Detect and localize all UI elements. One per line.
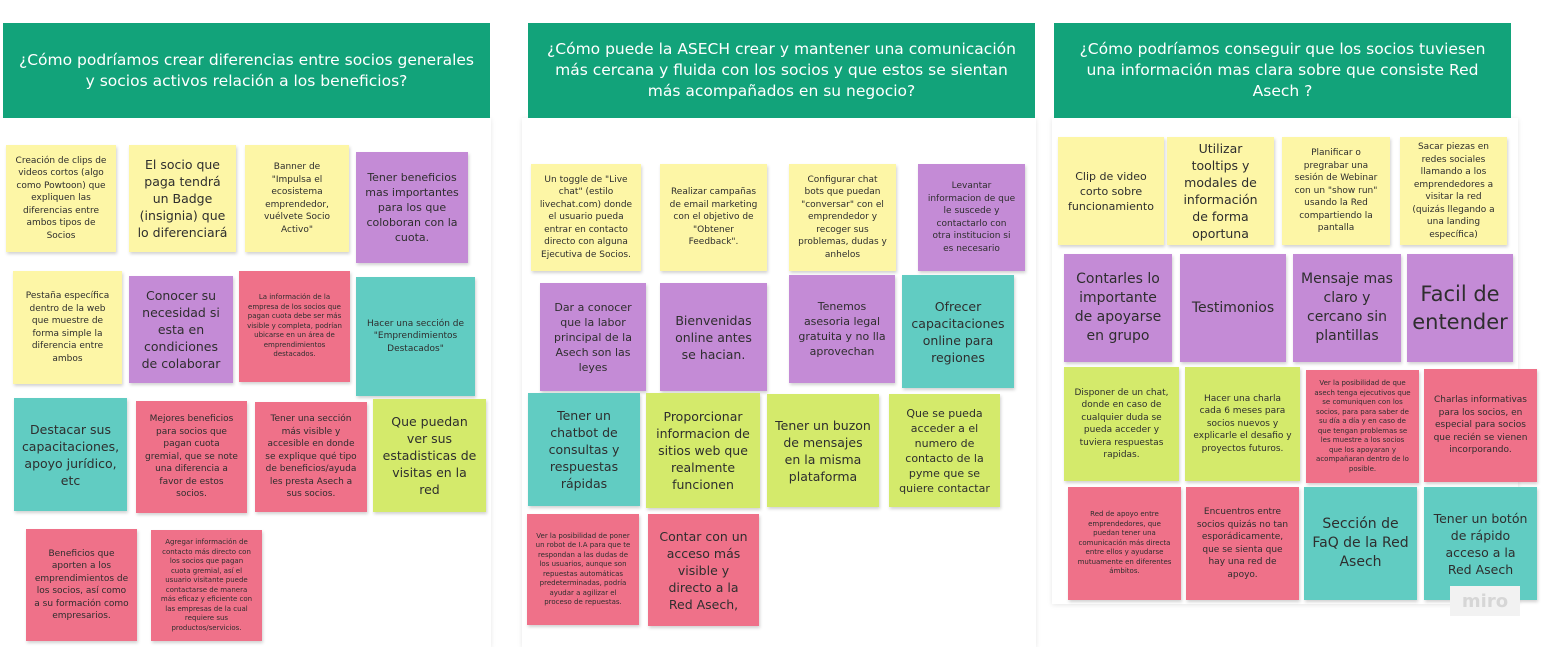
sticky-note[interactable]: Banner de "Impulsa el ecosistema emprendedor, vuélvete Socio Activo" (245, 145, 349, 252)
sticky-note[interactable]: Tener una sección más visible y accesible en donde se explique qué tipo de beneficios/ayuda les presta Asech a sus socios. (255, 402, 367, 512)
sticky-note[interactable]: Que se pueda acceder a el numero de contacto de la pyme que se quiere contactar (889, 394, 1000, 507)
sticky-note[interactable]: Tener beneficios mas importantes para los que coloboran con la cuota. (356, 152, 468, 263)
miro-watermark: miro (1450, 586, 1520, 616)
sticky-note[interactable]: Planificar o pregrabar una sesión de Webinar con un "show run" usando la Red compartiendo la pantalla (1282, 137, 1390, 245)
sticky-note[interactable]: Facil de entender (1407, 254, 1513, 362)
sticky-note[interactable]: Configurar chat bots que puedan "conversar" con el emprendedor y recoger sus problemas, dudas y anhelos (789, 164, 896, 271)
sticky-note[interactable]: Charlas informativas para los socios, en especial para socios que recién se vienen incorporando. (1424, 369, 1537, 482)
section-2-header[interactable]: ¿Cómo puede la ASECH crear y mantener una comunicación más cercana y fluida con los socios y que estos se sientan más acompañados en su negocio? (528, 23, 1035, 118)
sticky-note[interactable]: Bienvenidas online antes se hacian. (660, 283, 767, 391)
sticky-note[interactable]: Beneficios que aporten a los emprendimientos de los socios, así como a su formación como empresarios. (26, 529, 137, 641)
sticky-note[interactable]: El socio que paga tendrá un Badge (insignia) que lo diferenciará (129, 145, 236, 252)
sticky-note[interactable]: Encuentros entre socios quizás no tan esporádicamente, que se sienta que hay una red de apoyo. (1186, 487, 1299, 600)
sticky-note[interactable]: Tener un chatbot de consultas y respuestas rápidas (528, 393, 640, 506)
sticky-note[interactable]: Ver la posibilidad de que asech tenga ejecutivos que se comuniquen con los socios, para para saber de su día a día y en caso de que tengan problemas se les muestre a los socios que los apoyaran y acompañaran dentro de lo posible. (1306, 370, 1419, 483)
section-3-header[interactable]: ¿Cómo podríamos conseguir que los socios tuviesen una información mas clara sobre que consiste Red Asech ? (1054, 23, 1511, 118)
sticky-note[interactable]: Dar a conocer que la labor principal de la Asech son las leyes (540, 283, 646, 391)
sticky-note[interactable]: Pestaña específica dentro de la web que muestre de forma simple la diferencia entre ambos (13, 271, 122, 384)
sticky-note[interactable]: Tenemos asesoria legal gratuita y no lla aprovechan (789, 275, 895, 383)
sticky-note[interactable]: Tener un botón de rápido acceso a la Red Asech (1424, 487, 1537, 600)
sticky-note[interactable]: La información de la empresa de los socios que pagan cuota debe ser más visible y completa, podrían ubicarse en un área de emprendimientos destacados. (239, 271, 350, 382)
sticky-note[interactable]: Ofrecer capacitaciones online para regiones (902, 275, 1014, 388)
section-1-header[interactable]: ¿Cómo podríamos crear diferencias entre socios generales y socios activos relación a los beneficios? (3, 23, 490, 118)
sticky-note[interactable]: Sacar piezas en redes sociales llamando a los emprendedores a visitar la red (quizás llegando a una landing específica) (1400, 137, 1507, 245)
sticky-note[interactable]: Utilizar tooltips y modales de información de forma oportuna (1167, 137, 1274, 245)
sticky-note[interactable]: Un toggle de "Live chat" (estilo livechat.com) donde el usuario pueda entrar en contacto directo con alguna Ejecutiva de Socios. (531, 164, 641, 271)
sticky-note[interactable]: Conocer su necesidad si esta en condiciones de colaborar (129, 276, 233, 383)
sticky-note[interactable]: Hacer una charla cada 6 meses para socios nuevos y explicarle el desafio y proyectos futuros. (1185, 367, 1300, 481)
sticky-note[interactable]: Ver la posibilidad de poner un robot de I.A para que te respondan a las dudas de los usuarios, aunque son repuestas automáticas predeterminadas, podría ayudar a agilizar el proceso de repuestas. (527, 514, 639, 625)
sticky-note[interactable]: Sección de FaQ de la Red Asech (1304, 487, 1417, 600)
sticky-note[interactable]: Clip de video corto sobre funcionamiento (1058, 137, 1164, 245)
sticky-note[interactable]: Proporcionar informacion de sitios web que realmente funcionen (646, 393, 760, 508)
sticky-note[interactable]: Contarles lo importante de apoyarse en grupo (1064, 254, 1172, 362)
sticky-note[interactable]: Destacar sus capacitaciones, apoyo jurídico, etc (14, 398, 127, 511)
sticky-note[interactable]: Hacer una sección de "Emprendimientos Destacados" (356, 277, 475, 396)
sticky-note[interactable]: Contar con un acceso más visible y directo a la Red Asech, (648, 514, 759, 626)
sticky-note[interactable]: Testimonios (1180, 254, 1286, 362)
sticky-note[interactable]: Disponer de un chat, donde en caso de cualquier duda se pueda acceder y tuviera respuestas rapidas. (1064, 367, 1179, 481)
sticky-note[interactable]: Creación de clips de videos cortos (algo como Powtoon) que expliquen las diferencias entre ambos tipos de Socios (6, 145, 116, 252)
sticky-note[interactable]: Agregar información de contacto más directo con los socios que pagan cuota gremial, así el usuario visitante puede contactarse de manera más eficaz y eficiente con las empresas de la cual requiere sus productos/servicios. (151, 530, 262, 641)
sticky-note[interactable]: Que puedan ver sus estadisticas de visitas en la red (373, 399, 486, 512)
sticky-note[interactable]: Realizar campañas de email marketing con el objetivo de "Obtener Feedback". (660, 164, 767, 271)
sticky-note[interactable]: Mensaje mas claro y cercano sin plantillas (1293, 254, 1401, 362)
sticky-note[interactable]: Tener un buzon de mensajes en la misma plataforma (767, 394, 879, 507)
sticky-note[interactable]: Mejores beneficios para socios que pagan cuota gremial, que se note una diferencia a favor de estos socios. (136, 401, 247, 513)
sticky-note[interactable]: Red de apoyo entre emprendedores, que puedan tener una comunicación más directa entre ellos y ayudarse mutuamente en diferentes ámbitos. (1068, 487, 1181, 600)
sticky-note[interactable]: Levantar informacion de que le suscede y contactarlo con otra institucion si es necesario (918, 164, 1025, 271)
